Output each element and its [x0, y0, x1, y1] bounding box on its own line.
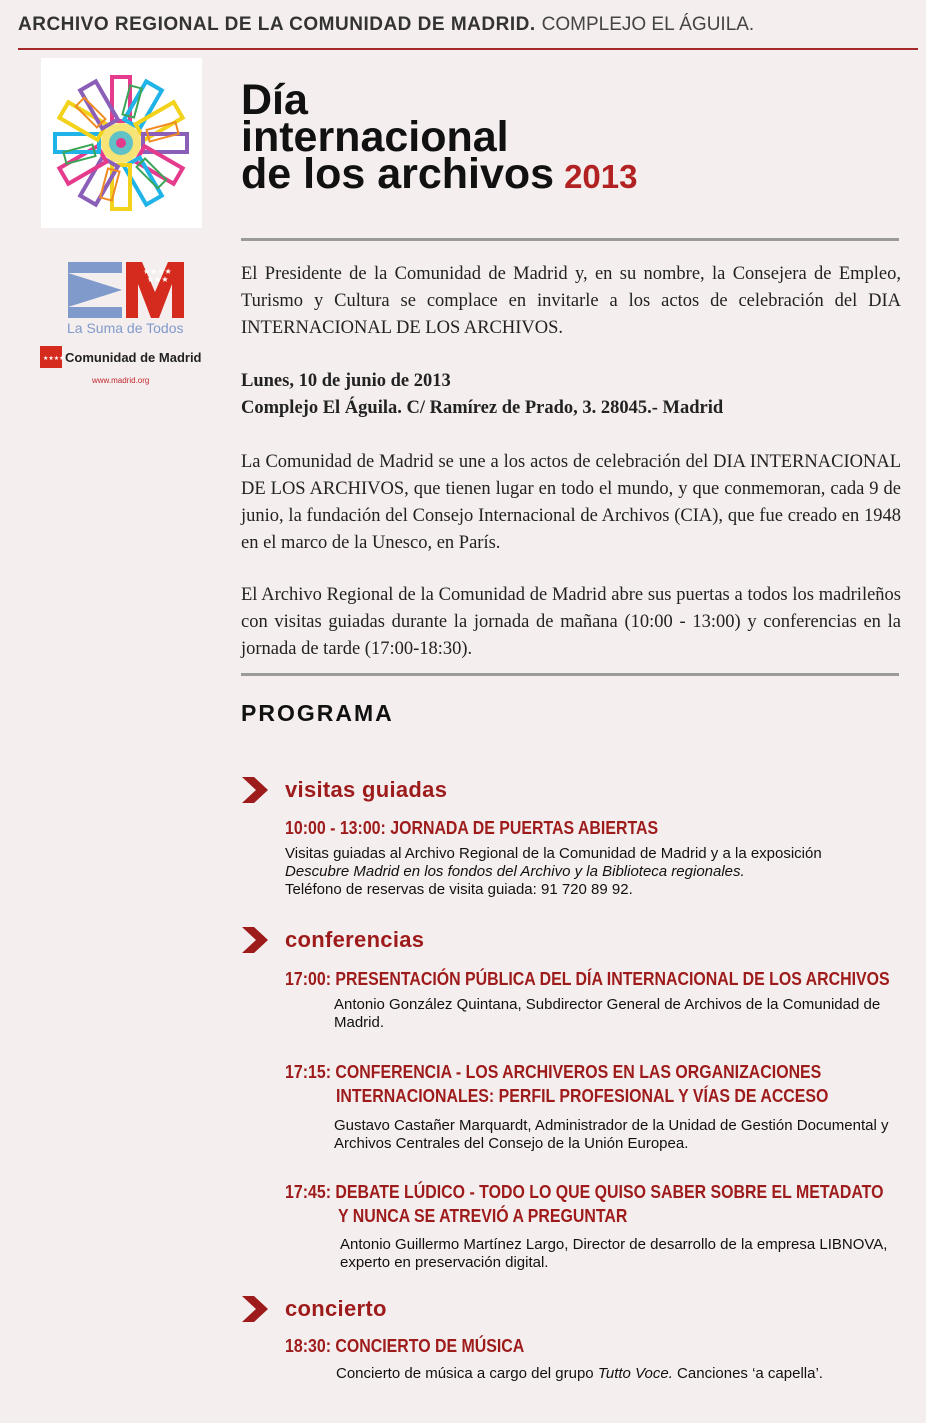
section-title-conferencias: conferencias — [285, 927, 425, 952]
title-year: 2013 — [564, 158, 638, 195]
chevron-right-icon — [240, 775, 270, 805]
archives-day-logo — [41, 58, 202, 228]
concert-title: 18:30: CONCIERTO DE MÚSICA — [285, 1335, 525, 1356]
section-title-visitas: visitas guiadas — [285, 777, 448, 802]
title-line-2: internacional — [241, 113, 509, 161]
website-link[interactable]: www.madrid.org — [92, 376, 150, 385]
community-name: Comunidad de Madrid — [65, 349, 202, 365]
page-title — [241, 76, 638, 198]
visitas-event-title: 10:00 - 13:00: JORNADA DE PUERTAS ABIERTAS — [285, 817, 659, 838]
exhibition-title: Descubre Madrid en los fondos del Archivo y la Biblioteca regionales. — [285, 863, 745, 880]
event-date: Lunes, 10 de junio de 2013 — [241, 371, 451, 391]
title-line-1: Día — [241, 76, 308, 124]
divider-top — [241, 238, 899, 241]
header-complex: COMPLEJO EL ÁGUILA. — [541, 14, 755, 35]
conference-2-desc: Gustavo Castañer Marquardt, Administrador de la Unidad de Gestión Documental y Archivos Centrales del Consejo de la Unión Europea. — [334, 1117, 889, 1152]
programa-heading: PROGRAMA — [241, 700, 394, 726]
concert-group-name: Tutto Voce. — [597, 1365, 673, 1382]
suma-de-todos-tagline: La Suma de Todos — [67, 320, 184, 336]
conference-3-title-line-1: 17:45: DEBATE LÚDICO - TODO LO QUE QUISO SABER SOBRE EL METADATO — [285, 1181, 884, 1202]
invitation-paragraph: El Presidente de la Comunidad de Madrid y, en su nombre, la Consejera de Empleo, Turismo y Cultura se complace en invitarle a los actos de celebración del DIA INTERNACIONAL DE LOS ARCHIVOS. — [241, 264, 901, 338]
visitas-desc-line-1: Visitas guiadas al Archivo Regional de la Comunidad de Madrid y a la exposición — [285, 845, 822, 862]
visitas-phone: Teléfono de reservas de visita guiada: 91 720 89 92. — [285, 881, 633, 898]
open-doors-paragraph: El Archivo Regional de la Comunidad de Madrid abre sus puertas a todos los madrileños con visitas guiadas durante la jornada de mañana (10:00 - 13:00) y conferencias en la jornada de tarde (17:00-18:30). — [241, 585, 901, 659]
conference-2-title-line-2: INTERNACIONALES: PERFIL PROFESIONAL Y VÍAS DE ACCESO — [336, 1085, 829, 1106]
conference-1-title: 17:00: PRESENTACIÓN PÚBLICA DEL DÍA INTERNACIONAL DE LOS ARCHIVOS — [285, 968, 890, 989]
visitas-event-desc — [285, 845, 885, 899]
conference-2-title-line-1: 17:15: CONFERENCIA - LOS ARCHIVEROS EN LAS ORGANIZACIONES — [285, 1061, 822, 1082]
svg-text:★★★★: ★★★★ — [143, 267, 172, 276]
conference-3-title-line-2: Y NUNCA SE ATREVIÓ A PREGUNTAR — [338, 1205, 628, 1226]
concert-desc-prefix: Concierto de música a cargo del grupo — [336, 1365, 594, 1382]
em-logo-icon — [68, 262, 184, 318]
section-visitas-guiadas — [240, 775, 447, 805]
chevron-right-icon — [240, 925, 270, 955]
concert-desc-suffix: Canciones ‘a capella’. — [677, 1365, 823, 1382]
celebration-paragraph: La Comunidad de Madrid se une a los actos de celebración del DIA INTERNACIONAL DE LOS ARCHIVOS, que tienen lugar en todo el mundo, y que conmemoran, cada 9 de junio, la fundación del Consejo Internacional de Archivos (CIA), que fue creado en 1948 en el marco de la Unesco, en París. — [241, 452, 901, 553]
title-line-3: de los archivos — [241, 150, 555, 198]
header-org-name: ARCHIVO REGIONAL DE LA COMUNIDAD DE MADRID. — [18, 14, 536, 35]
conference-1-desc: Antonio González Quintana, Subdirector General de Archivos de la Comunidad de Madrid. — [334, 996, 881, 1031]
event-venue: Complejo El Águila. C/ Ramírez de Prado, 3. 28045.- Madrid — [241, 398, 724, 418]
madrid-flag-icon — [40, 346, 65, 368]
section-conferencias — [240, 925, 424, 955]
concert-desc — [336, 1365, 896, 1383]
section-concierto — [240, 1294, 387, 1324]
section-title-concierto: concierto — [285, 1296, 387, 1321]
svg-text:★★★: ★★★ — [147, 275, 169, 284]
divider-bottom — [241, 673, 899, 676]
chevron-right-icon — [240, 1294, 270, 1324]
header-bar — [18, 14, 918, 50]
rosette-logo-graphic — [41, 58, 202, 228]
svg-text:★★★★: ★★★★ — [43, 355, 65, 362]
conference-3-desc: Antonio Guillermo Martínez Largo, Director de desarrollo de la empresa LIBNOVA, experto en preservación digital. — [340, 1236, 888, 1271]
